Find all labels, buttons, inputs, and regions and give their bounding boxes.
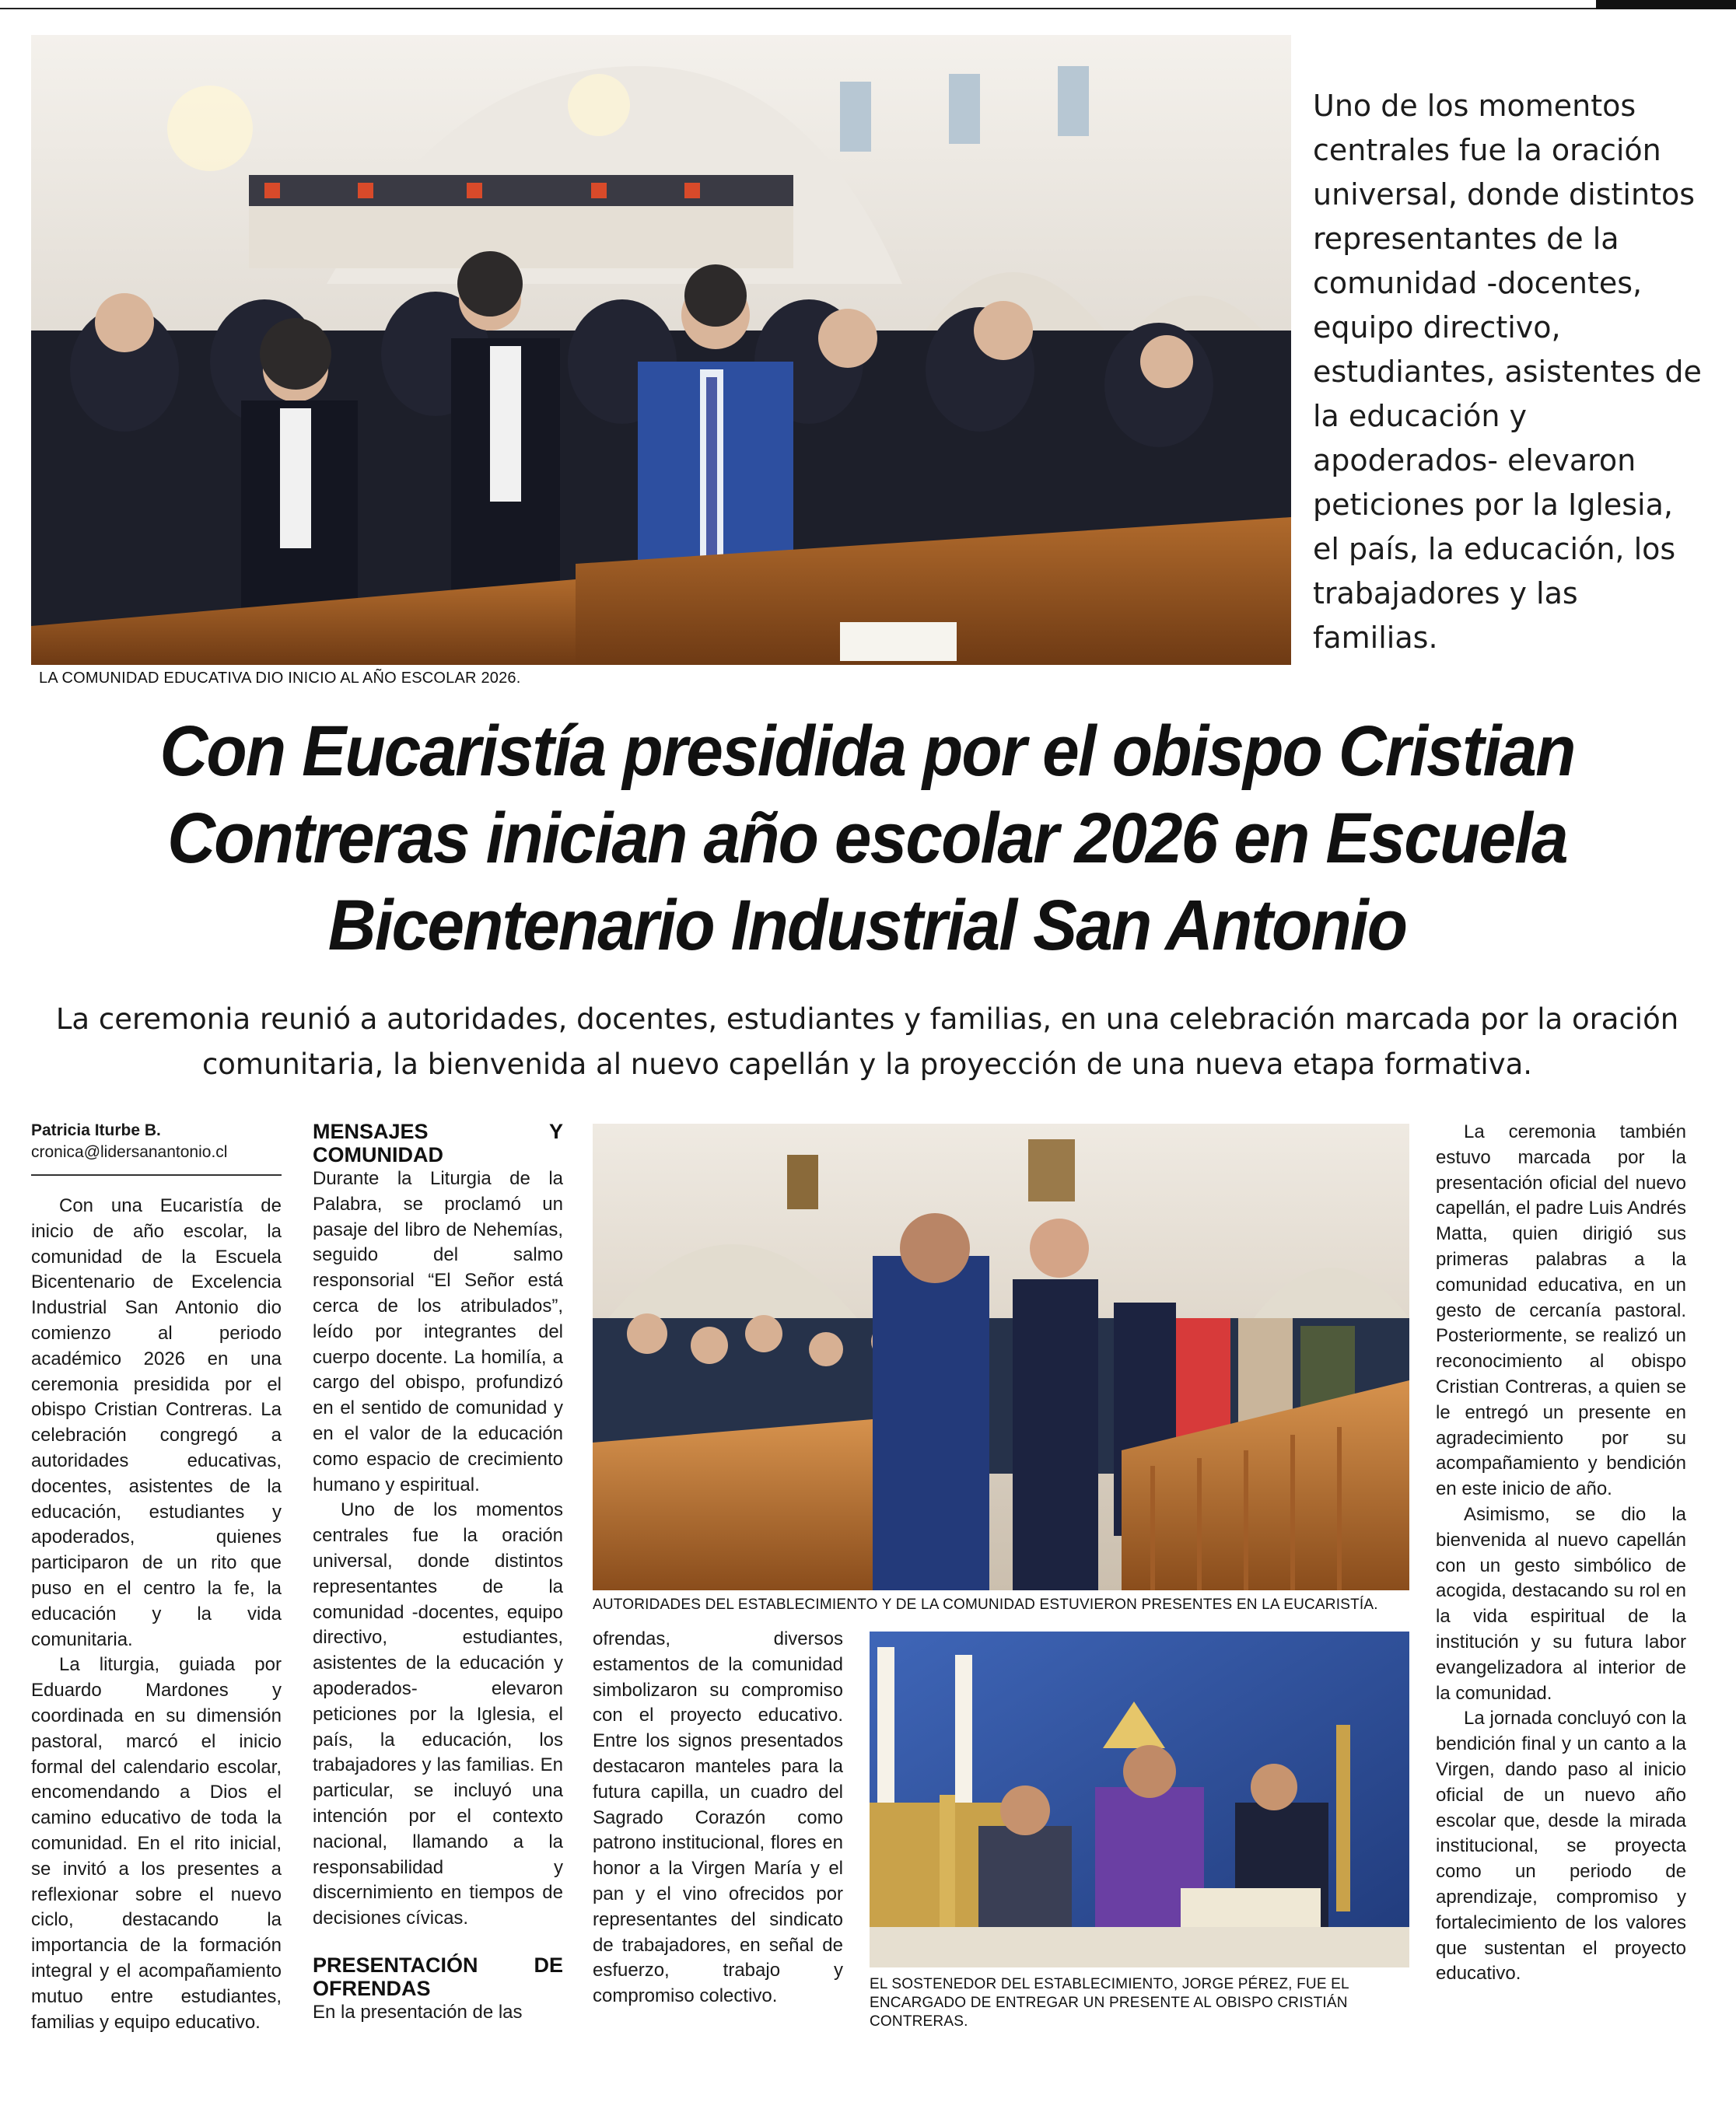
pull-quote-line: apoderados- elevaron bbox=[1313, 443, 1636, 477]
article-paragraph: En la presentación de las bbox=[313, 2001, 523, 2023]
pull-quote-line: el país, la educación, los bbox=[1313, 532, 1676, 566]
article-column-2 bbox=[313, 1120, 563, 2026]
headline bbox=[104, 708, 1630, 969]
church-interior-image bbox=[31, 35, 1291, 665]
article-column-3 bbox=[593, 1627, 843, 2009]
deck-subtitle bbox=[31, 997, 1703, 1087]
subheading-ofrendas: PRESENTACIÓN DE OFRENDAS bbox=[313, 1953, 563, 2000]
article-paragraph: La liturgia, guiada por Eduardo Mardones y coordinada en su dimensión pastoral, marcó el inicio formal del calendario escolar, encomendando a Dios el camino educativo de toda la comunidad. En el rito inicial, se invitó a los presentes a reflexionar sobre el nuevo ciclo, destacando la importancia de la formación integral y el acompañamiento mutuo entre estudiantes, familias y equipo educativo. bbox=[31, 1654, 282, 2033]
pull-quote-line: estudiantes, asistentes de bbox=[1313, 355, 1702, 389]
deck-line: comunitaria, la bienvenida al nuevo capellán y la proyección de una nueva etapa formativa. bbox=[201, 1048, 1533, 1081]
subheading-mensajes: MENSAJES Y COMUNIDAD bbox=[313, 1120, 563, 1166]
authorities-image bbox=[593, 1124, 1409, 1590]
third-photo-caption-line: EL SOSTENEDOR DEL ESTABLECIMIENTO, JORGE PÉREZ, FUE EL bbox=[870, 1976, 1349, 1992]
deck-line: La ceremonia reunió a autoridades, docentes, estudiantes y familias, en una celebración marcada por la oración bbox=[55, 1002, 1679, 1036]
pull-quote-line: Uno de los momentos bbox=[1313, 89, 1636, 123]
third-photo-caption-line: ENCARGADO DE ENTREGAR UN PRESENTE AL OBISPO CRISTIÁN bbox=[870, 1995, 1348, 2011]
headline-line: Bicentenario Industrial San Antonio bbox=[327, 886, 1407, 965]
pull-quote-line: peticiones por la Iglesia, bbox=[1313, 488, 1673, 522]
bishop-gift-image bbox=[870, 1632, 1409, 1967]
third-photo-caption-line: CONTRERAS. bbox=[870, 2013, 968, 2030]
byline-divider bbox=[31, 1174, 282, 1176]
article-paragraph: Durante la Liturgia de la Palabra, se proclamó un pasaje del libro de Nehemías, seguido del salmo responsorial “El Señor está cerca de los atribulados”, leído por integrantes del cuerpo docente. La homilía, a cargo del obispo, profundizó en el sentido de comunidad y en el valor de la educación como espacio de crecimiento humano y espiritual. bbox=[313, 1168, 563, 1495]
pull-quote-line: representantes de la bbox=[1313, 222, 1619, 256]
third-photo bbox=[870, 1632, 1409, 1967]
pull-quote-line: la educación y bbox=[1313, 399, 1528, 433]
headline-line: Contreras inician año escolar 2026 en Escuela bbox=[167, 799, 1567, 878]
article-paragraph: La jornada concluyó con la bendición final y un canto a la Virgen, dando paso al inicio oficial de un nuevo año escolar que, desde la mirada institucional, se proyecta como un periodo de aprendizaje, compromiso y fortalecimiento de los valores que sustentan el proyecto educativo. bbox=[1436, 1708, 1686, 1985]
article-paragraph: ofrendas, diversos estamentos de la comunidad simbolizaron su compromiso con el proyecto educativo. Entre los signos presentados destacaron manteles para la futura capilla, un cuadro del Sagrado Corazón como patrono institucional, flores en honor a la Virgen María y el pan y el vino ofrecidos por representantes del sindicato de trabajadores, en señal de esfuerzo, trabajo y compromiso colectivo. bbox=[593, 1628, 843, 2007]
pull-quote-line: equipo directivo, bbox=[1313, 310, 1561, 345]
article-paragraph: Con una Eucaristía de inicio de año escolar, la comunidad de la Escuela Bicentenario de Excelencia Industrial San Antonio dio comienzo al periodo académico 2026 en una ceremonia presidida por el obispo Cristian Contreras. La celebración congregó a autoridades educativas, docentes, asistentes de la educación, estudiantes y apoderados, quienes participaron de un rito que puso en el centro la fe, la educación y la vida comunitaria. bbox=[31, 1195, 282, 1650]
second-photo-caption: AUTORIDADES DEL ESTABLECIMIENTO Y DE LA COMUNIDAD ESTUVIERON PRESENTES EN LA EUCARISTÍA. bbox=[593, 1597, 1378, 1613]
third-photo-caption bbox=[870, 1975, 1409, 2031]
byline-email: cronica@lidersanantonio.cl bbox=[31, 1143, 228, 1161]
pull-quote-line: familias. bbox=[1313, 621, 1438, 655]
article-paragraph: Asimismo, se dio la bienvenida al nuevo capellán con un gesto simbólico de acogida, destacando su rol en la vida espiritual de la institución y su futura labor evangelizadora al interior de la comunidad. bbox=[1436, 1503, 1686, 1704]
article-column-1 bbox=[31, 1194, 282, 2035]
pull-quote-line: comunidad -docentes, bbox=[1313, 266, 1643, 300]
byline-author: Patricia Iturbe B. bbox=[31, 1121, 161, 1139]
headline-line: Con Eucaristía presidida por el obispo Cristian bbox=[159, 712, 1575, 791]
pull-quote-line: trabajadores y las bbox=[1313, 576, 1578, 610]
article-paragraph: La ceremonia también estuvo marcada por la presentación oficial del nuevo capellán, el padre Luis Andrés Matta, quien dirigió sus primeras palabras a la comunidad educativa, en un gesto de cercanía pastoral. Posteriormente, se realizó un reconocimiento al obispo Cristian Contreras, a quien se le entregó un presente en agradecimiento por su acompañamiento y bendición en este inicio de año. bbox=[1436, 1121, 1686, 1500]
article-paragraph: Uno de los momentos centrales fue la oración universal, donde distintos representantes de la comunidad -docentes, equipo directivo, estudiantes, asistentes de la educación y apoderados- elevaron peticiones por la Iglesia, el país, la educación, los trabajadores y las familias. En particular, se incluyó una intención por el contexto nacional, llamando a la responsabilidad y discernimiento en tiempos de decisiones cívicas. bbox=[313, 1499, 563, 1929]
section-marker bbox=[1596, 0, 1736, 9]
pull-quote bbox=[1313, 84, 1717, 660]
pull-quote-line: centrales fue la oración bbox=[1313, 133, 1661, 167]
main-photo-caption: LA COMUNIDAD EDUCATIVA DIO INICIO AL AÑO ESCOLAR 2026. bbox=[39, 670, 521, 687]
second-photo bbox=[593, 1124, 1409, 1590]
article-column-4 bbox=[1436, 1120, 1686, 1987]
byline bbox=[31, 1120, 280, 1163]
main-photo bbox=[31, 35, 1291, 665]
top-rule bbox=[0, 8, 1736, 9]
pull-quote-line: universal, donde distintos bbox=[1313, 177, 1696, 212]
